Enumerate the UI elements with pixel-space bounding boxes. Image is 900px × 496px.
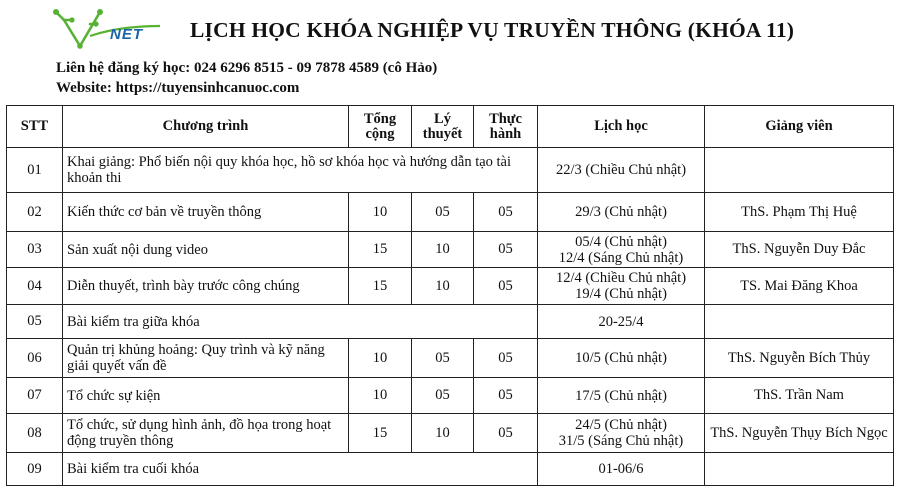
- col-header-theory: Lý thuyết: [412, 106, 474, 148]
- cell-schedule: 10/5 (Chủ nhật): [538, 339, 705, 378]
- cell-program: Bài kiểm tra cuối khóa: [63, 453, 538, 486]
- contact-line: Liên hệ đăng ký học: 024 6296 8515 - 09 7878 4589 (cô Hảo): [56, 60, 438, 76]
- cell-theory: 05: [412, 193, 474, 232]
- cell-total: 15: [349, 414, 412, 453]
- cell-theory: 10: [412, 232, 474, 268]
- cell-program: Quản trị khủng hoảng: Quy trình và kỹ năng giải quyết vấn đề: [63, 339, 349, 378]
- cell-theory: 10: [412, 268, 474, 305]
- cell-program: Diễn thuyết, trình bày trước công chúng: [63, 268, 349, 305]
- col-header-stt: STT: [7, 106, 63, 148]
- cell-practice: 05: [474, 268, 538, 305]
- table-row: [7, 378, 894, 414]
- table-row: [7, 268, 894, 305]
- cell-practice: 05: [474, 193, 538, 232]
- cell-total: 15: [349, 268, 412, 305]
- cell-stt: 08: [7, 414, 63, 453]
- cell-lecturer: [705, 148, 894, 193]
- cell-stt: 02: [7, 193, 63, 232]
- col-header-total: Tổng cộng: [349, 106, 412, 148]
- cell-stt: 09: [7, 453, 63, 486]
- cell-program: Kiến thức cơ bản về truyền thông: [63, 193, 349, 232]
- cell-schedule: 01-06/6: [538, 453, 705, 486]
- table-row: [7, 148, 894, 193]
- col-header-practice: Thực hành: [474, 106, 538, 148]
- cell-stt: 06: [7, 339, 63, 378]
- logo-text: NET: [110, 26, 143, 43]
- cell-schedule: 05/4 (Chủ nhật) 12/4 (Sáng Chủ nhật): [538, 232, 705, 268]
- cell-program: Tổ chức sự kiện: [63, 378, 349, 414]
- cell-program: Khai giảng: Phổ biến nội quy khóa học, hồ sơ khóa học và hướng dẫn tạo tài khoản thi: [63, 148, 538, 193]
- cell-lecturer: [705, 453, 894, 486]
- schedule-table: [6, 105, 894, 486]
- cell-lecturer: ThS. Nguyễn Thụy Bích Ngọc: [705, 414, 894, 453]
- cell-schedule: 17/5 (Chủ nhật): [538, 378, 705, 414]
- cell-stt: 03: [7, 232, 63, 268]
- cell-theory: 05: [412, 339, 474, 378]
- table-row: [7, 193, 894, 232]
- cell-stt: 05: [7, 305, 63, 339]
- cell-practice: 05: [474, 414, 538, 453]
- cell-practice: 05: [474, 339, 538, 378]
- cell-lecturer: [705, 305, 894, 339]
- cell-schedule: 20-25/4: [538, 305, 705, 339]
- cell-total: 10: [349, 193, 412, 232]
- cell-stt: 04: [7, 268, 63, 305]
- cell-stt: 01: [7, 148, 63, 193]
- col-header-lecturer: Giảng viên: [705, 106, 894, 148]
- website-line: Website: https://tuyensinhcanuoc.com: [56, 80, 300, 96]
- document-header: [0, 0, 900, 100]
- vnet-logo: [50, 6, 178, 52]
- cell-theory: 10: [412, 414, 474, 453]
- cell-total: 10: [349, 339, 412, 378]
- cell-total: 15: [349, 232, 412, 268]
- cell-total: 10: [349, 378, 412, 414]
- cell-lecturer: TS. Mai Đăng Khoa: [705, 268, 894, 305]
- cell-schedule: 29/3 (Chủ nhật): [538, 193, 705, 232]
- cell-schedule: 24/5 (Chủ nhật) 31/5 (Sáng Chủ nhật): [538, 414, 705, 453]
- cell-stt: 07: [7, 378, 63, 414]
- cell-schedule: 12/4 (Chiều Chủ nhật) 19/4 (Chủ nhật): [538, 268, 705, 305]
- cell-program: Tổ chức, sử dụng hình ảnh, đồ họa trong hoạt động truyền thông: [63, 414, 349, 453]
- cell-lecturer: ThS. Trần Nam: [705, 378, 894, 414]
- cell-program: Sản xuất nội dung video: [63, 232, 349, 268]
- col-header-schedule: Lịch học: [538, 106, 705, 148]
- col-header-program: Chương trình: [63, 106, 349, 148]
- table-row: [7, 232, 894, 268]
- table-row: [7, 453, 894, 486]
- table-row: [7, 305, 894, 339]
- cell-schedule: 22/3 (Chiều Chủ nhật): [538, 148, 705, 193]
- table-row: [7, 339, 894, 378]
- table-header-row: [7, 106, 894, 148]
- cell-program: Bài kiểm tra giữa khóa: [63, 305, 538, 339]
- cell-practice: 05: [474, 378, 538, 414]
- cell-lecturer: ThS. Nguyễn Duy Đắc: [705, 232, 894, 268]
- page-title: LỊCH HỌC KHÓA NGHIỆP VỤ TRUYỀN THÔNG (KHÓA 11): [190, 18, 795, 42]
- cell-theory: 05: [412, 378, 474, 414]
- cell-lecturer: ThS. Phạm Thị Huệ: [705, 193, 894, 232]
- table-row: [7, 414, 894, 453]
- cell-practice: 05: [474, 232, 538, 268]
- cell-lecturer: ThS. Nguyễn Bích Thủy: [705, 339, 894, 378]
